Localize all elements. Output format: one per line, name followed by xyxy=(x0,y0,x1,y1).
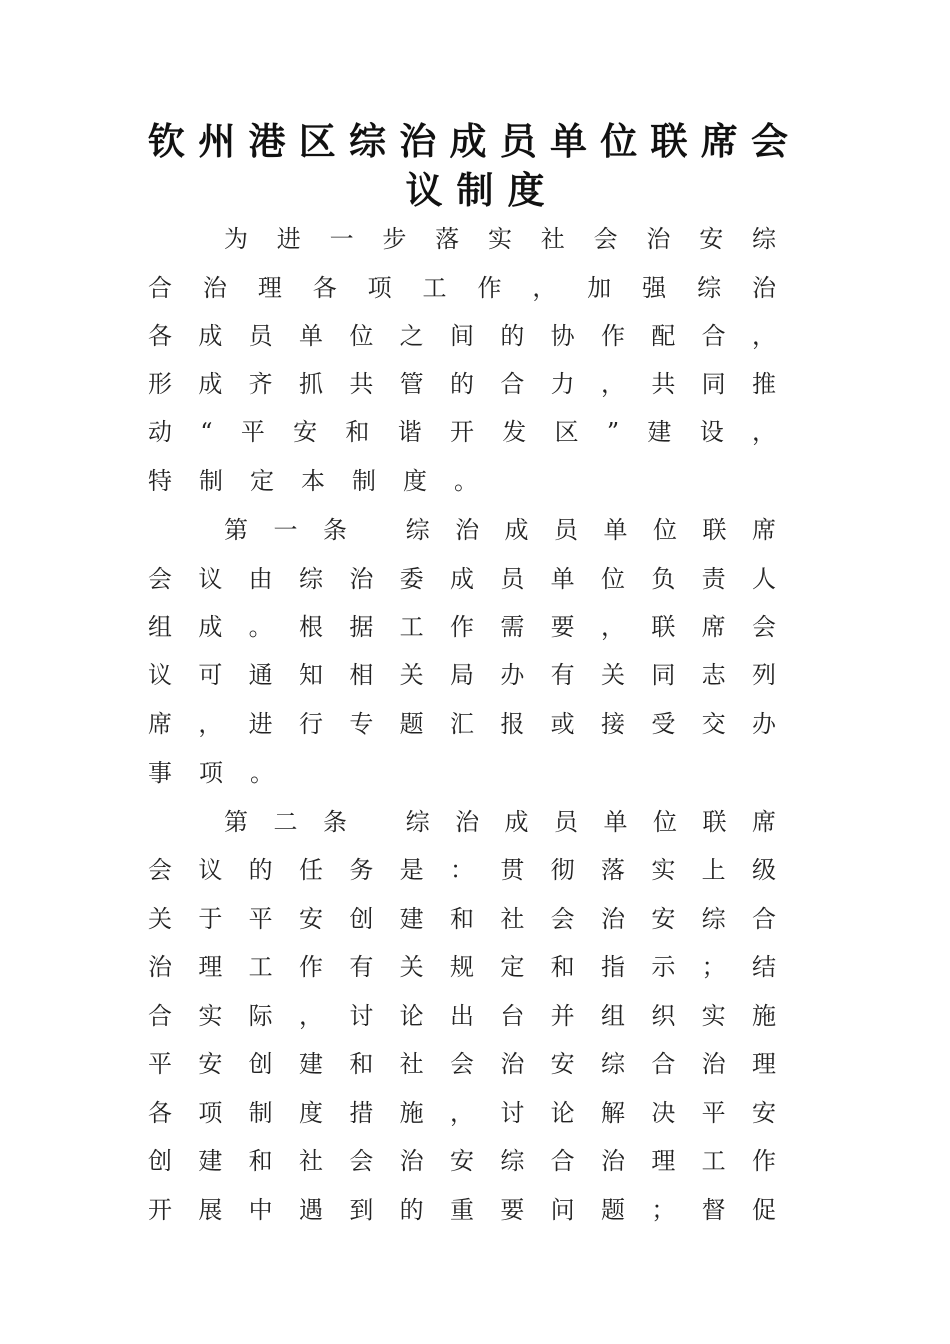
article-2-line: 平安创建和社会治安综合治理 xyxy=(148,1050,776,1078)
document-title-line-2: 议制度 xyxy=(405,168,559,212)
paragraph-line: 为进一步落实社会治安综 xyxy=(224,225,776,253)
paragraph-line: 各成员单位之间的协作配合， xyxy=(148,322,776,350)
article-2-line: 第二条 综治成员单位联席 xyxy=(224,808,776,836)
article-2-line: 开展中遇到的重要问题；督促 xyxy=(148,1196,776,1224)
paragraph-line: 形成齐抓共管的合力，共同推 xyxy=(148,370,776,398)
article-2-line: 关于平安创建和社会治安综合 xyxy=(148,905,776,933)
article-1-line: 会议由综治委成员单位负责人 xyxy=(148,565,776,593)
paragraph-line: 合治理各项工作，加强综治 xyxy=(148,274,776,302)
article-1-line: 组成。根据工作需要，联席会 xyxy=(148,613,776,641)
article-1-line: 席，进行专题汇报或接受交办 xyxy=(148,710,776,738)
article-2-line: 会议的任务是：贯彻落实上级 xyxy=(148,856,776,884)
paragraph-line: 动“平安和谐开发区”建设， xyxy=(148,418,776,446)
document-title-line-1: 钦州港区综治成员单位联席会 xyxy=(148,119,788,163)
article-2-line: 各项制度措施，讨论解决平安 xyxy=(148,1099,776,1127)
article-1-line: 事项。 xyxy=(148,759,301,787)
article-2-line: 合实际，讨论出台并组织实施 xyxy=(148,1002,776,1030)
article-2-line: 治理工作有关规定和指示；结 xyxy=(148,953,776,981)
paragraph-line: 特制定本制度。 xyxy=(148,467,505,495)
article-1-line: 第一条 综治成员单位联席 xyxy=(224,516,776,544)
article-2-line: 创建和社会治安综合治理工作 xyxy=(148,1147,776,1175)
article-1-line: 议可通知相关局办有关同志列 xyxy=(148,661,776,689)
